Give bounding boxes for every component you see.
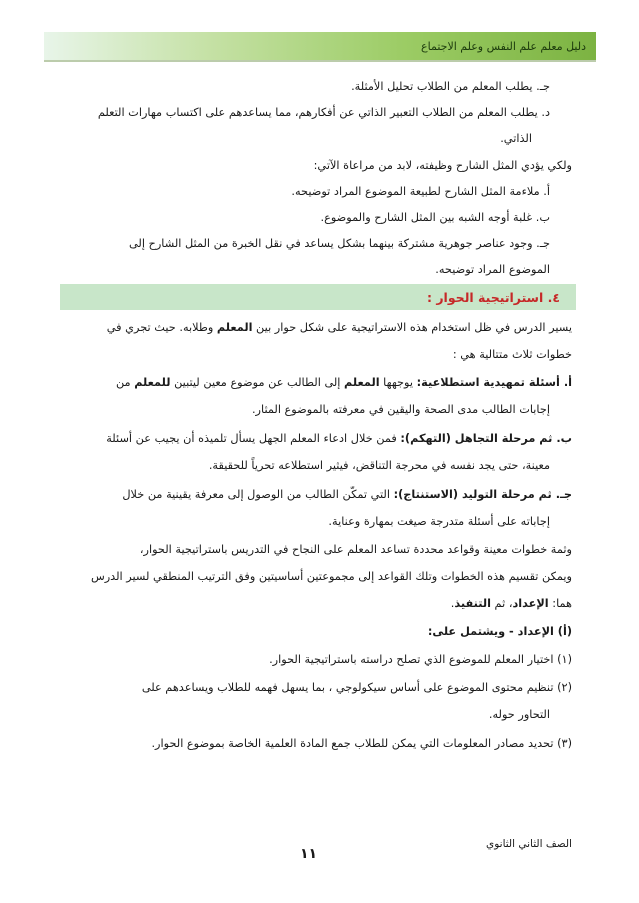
bold-span: الإعداد [512, 597, 549, 610]
page-number: ١١ [300, 846, 318, 862]
paragraph-line [451, 597, 572, 610]
bold-span: للمعلم [134, 376, 171, 389]
footer-grade: الصف الثاني الثانوي [486, 838, 572, 850]
text-line: الموضوع المراد توضيحه. [435, 263, 550, 276]
text-span: فمن خلال ادعاء المعلم الجهل يسأل تلميذه أن يجيب عن أسئلة [106, 432, 401, 445]
text-span: هما: [548, 597, 572, 610]
text-line: الذاتي. [500, 132, 532, 145]
item-c-label: جـ. ثم مرحلة التوليد (الاستنتاج): [393, 488, 572, 501]
text-span: . [450, 597, 455, 610]
item-b [106, 432, 572, 445]
text-line: جـ. يطلب المعلم من الطلاب تحليل الأمثلة. [351, 80, 550, 93]
text-span: ، ثم [490, 597, 513, 610]
text-line: ب. غلبة أوجه الشبه بين المثل الشارح والموضوع. [320, 211, 550, 224]
bold-span: التنفيذ [454, 597, 491, 610]
text-line: جـ. وجود عناصر جوهرية مشتركة بينهما بشكل يساعد في نقل الخبرة من المثل الشارح إلى [128, 237, 550, 250]
text-span: يوجهها [379, 376, 417, 389]
text-span: وطلابه. حيث تجري في [106, 321, 217, 334]
item-a [116, 376, 572, 389]
subheading-preparation [428, 625, 572, 638]
text-line: أ. ملاءمة المثل الشارح لطبيعة الموضوع المراد توضيحه. [291, 185, 550, 198]
numbered-item-continuation: التحاور حوله. [488, 708, 550, 721]
item-c [122, 488, 572, 501]
header-bar [44, 32, 596, 60]
text-span: من [115, 376, 135, 389]
paragraph-line: وثمة خطوات معينة وقواعد محددة تساعد المعلم على النجاح في التدريس باستراتيجية الحوار، [139, 543, 572, 556]
section-title: ٤. استراتيجية الحوار : [427, 289, 560, 305]
subheading-label: (أ) الإعداد - ويشتمل على: [427, 625, 572, 638]
numbered-item: (٣) تحديد مصادر المعلومات التي يمكن للطلاب جمع المادة العلمية الخاصة بموضوع الحوار. [151, 737, 572, 750]
header-title: دليل معلم علم النفس وعلم الاجتماع [421, 39, 586, 53]
paragraph-line [107, 321, 572, 334]
numbered-item: (١) اختيار المعلم للموضوع الذي تصلح دراسته باستراتيجية الحوار. [269, 653, 572, 666]
paragraph-line: ويمكن تقسيم هذه الخطوات وتلك القواعد إلى مجموعتين أساسيتين وفق الترتيب المنطقي لسير الدرس [90, 570, 572, 583]
item-a-continuation: إجابات الطالب مدى الصحة واليقين في معرفته بالموضوع المثار. [251, 403, 550, 416]
item-b-continuation: معينة، حتى يجد نفسه في محرجة التناقض، فيثير استطلاعه تحرياً للحقيقة. [208, 459, 550, 472]
text-line: ولكي يؤدي المثل الشارح وظيفته، لابد من مراعاة الآتي: [313, 159, 572, 172]
item-b-label: ب. ثم مرحلة التجاهل (التهكم): [400, 432, 572, 445]
item-c-continuation: إجاباته على أسئلة متدرجة صيغت بمهارة وعناية. [328, 515, 550, 528]
item-a-label: أ. أسئلة تمهيدية استطلاعية: [416, 376, 572, 389]
text-span: يسير الدرس في ظل استخدام هذه الاستراتيجية على شكل حوار بين [252, 321, 572, 334]
text-span: إلى الطالب عن موضوع معين ليتبين [170, 376, 345, 389]
text-span: التي تمكّن الطالب من الوصول إلى معرفة يقينية من خلال [122, 488, 394, 501]
bold-span: المعلم [216, 321, 253, 334]
header-divider [44, 60, 596, 62]
numbered-item: (٢) تنظيم محتوى الموضوع على أساس سيكولوجي ، بما يسهل فهمه للطلاب ويساعدهم على [141, 681, 572, 694]
section-heading-bar [60, 284, 576, 310]
bold-span: المعلم [344, 376, 380, 389]
paragraph-line: خطوات ثلاث متتالية هي : [452, 348, 572, 361]
text-line: د. يطلب المعلم من الطلاب التعبير الذاتي عن أفكارهم، مما يساعدهم على اكتساب مهارات التعلم [97, 106, 550, 119]
